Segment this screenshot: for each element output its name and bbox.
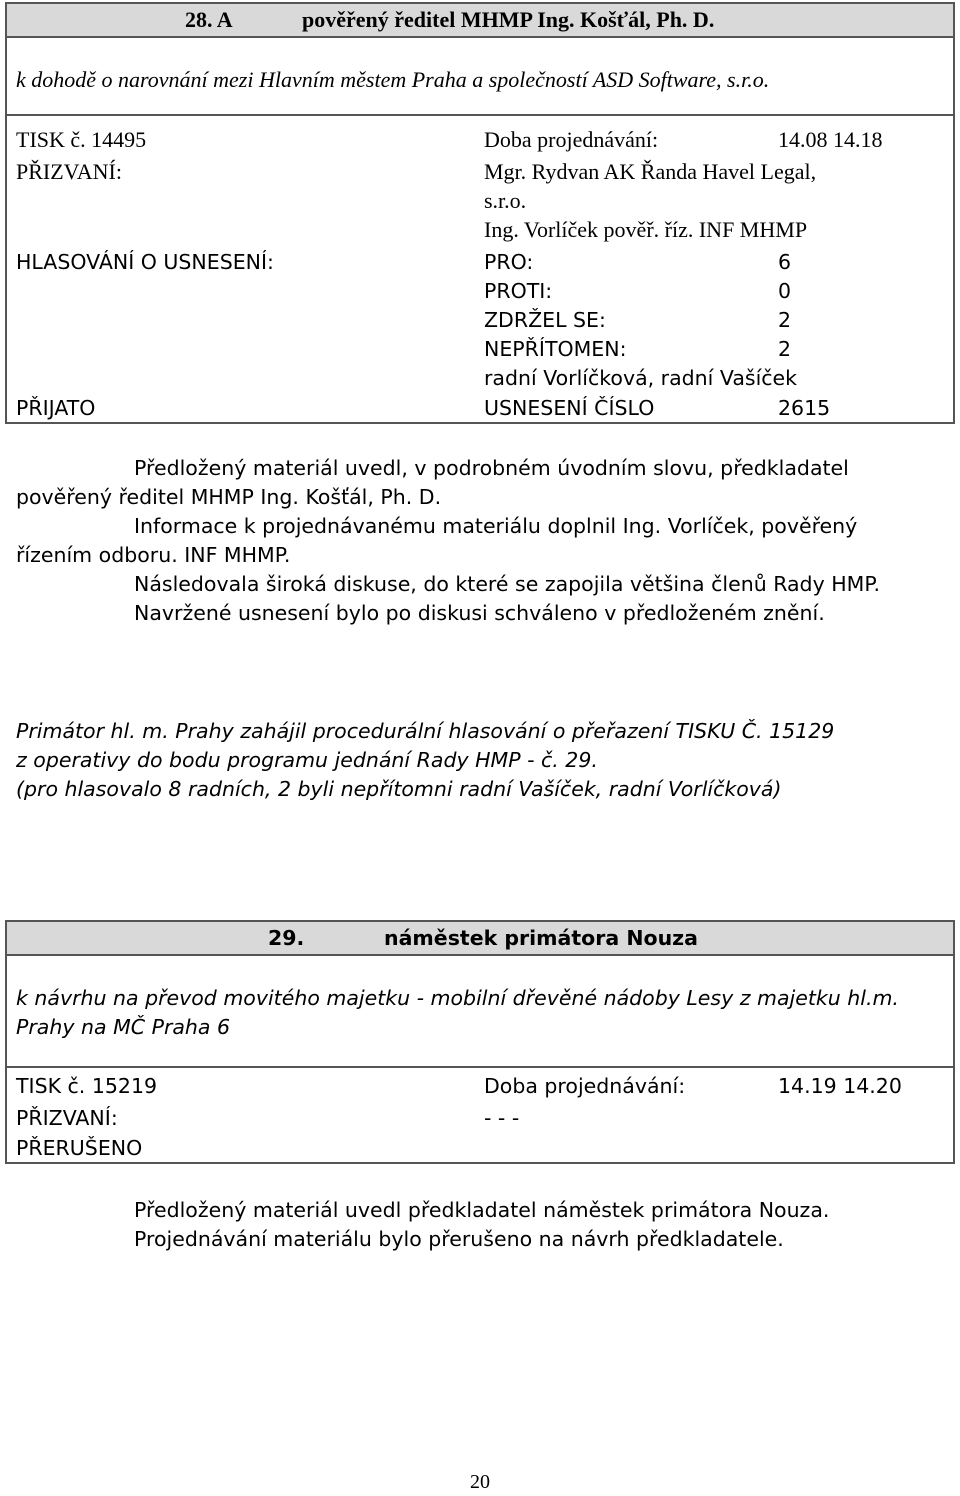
item-number: 28. A	[185, 7, 233, 32]
doba-label: Doba projednávání:	[484, 127, 659, 152]
body-line: pověřený ředitel MHMP Ing. Košťál, Ph. D.	[16, 485, 442, 509]
usneseni-label: USNESENÍ ČÍSLO	[484, 396, 655, 420]
divider	[5, 1066, 955, 1068]
body-line: Následovala široká diskuse, do které se zapojila většina členů Rady HMP.	[134, 572, 881, 596]
vote-value: 2	[778, 308, 792, 332]
body-line: Navržené usnesení bylo po diskusi schváleno v předloženém znění.	[134, 601, 825, 625]
prizvani-value: - - -	[484, 1106, 520, 1130]
item-subject: k dohodě o narovnání mezi Hlavním městem Praha a společností ASD Software, s.r.o.	[16, 67, 770, 92]
doba-value: 14.08 14.18	[778, 127, 883, 152]
divider	[5, 36, 955, 38]
tisk-label: TISK č. 15219	[16, 1074, 158, 1098]
vote-label: PRO:	[484, 250, 534, 274]
item-subject: k návrhu na převod movitého majetku - mobilní dřevěné nádoby Lesy z majetku hl.m.	[16, 986, 899, 1010]
divider	[5, 114, 955, 116]
page-number: 20	[470, 1471, 490, 1493]
prizvani-guest-1: Mgr. Rydvan AK Řanda Havel Legal,	[484, 159, 817, 184]
item-presenter: pověřený ředitel MHMP Ing. Košťál, Ph. D.	[302, 7, 715, 32]
body-line: Předložený materiál uvedl předkladatel náměstek primátora Nouza.	[134, 1198, 830, 1222]
doba-label: Doba projednávání:	[484, 1074, 686, 1098]
body-line: Informace k projednávanému materiálu doplnil Ing. Vorlíček, pověřený	[134, 514, 858, 538]
vote-label: PROTI:	[484, 279, 553, 303]
prizvani-guest-1-cont: s.r.o.	[484, 188, 527, 213]
prizvani-label: PŘIZVANÍ:	[16, 159, 122, 184]
hlasovani-label: HLASOVÁNÍ O USNESENÍ:	[16, 250, 274, 274]
tisk-label: TISK č. 14495	[16, 127, 147, 152]
vote-value: 2	[778, 337, 792, 361]
usneseni-number: 2615	[778, 396, 831, 420]
prizvani-label: PŘIZVANÍ:	[16, 1106, 118, 1130]
item-subject: Prahy na MČ Praha 6	[16, 1015, 231, 1039]
absent-names: radní Vorlíčková, radní Vašíček	[484, 366, 798, 390]
doba-value: 14.19 14.20	[778, 1074, 902, 1098]
prizvani-guest-2: Ing. Vorlíček pověř. říz. INF MHMP	[484, 217, 808, 242]
vote-value: 0	[778, 279, 792, 303]
body-line: Projednávání materiálu bylo přerušeno na návrh předkladatele.	[134, 1227, 784, 1251]
item-29-box	[5, 920, 955, 1164]
result-label: PŘIJATO	[16, 396, 96, 420]
note-line: (pro hlasovalo 8 radních, 2 byli nepřítomni radní Vašíček, radní Vorlíčková)	[16, 777, 782, 801]
item-number: 29.	[268, 926, 305, 950]
item-presenter: náměstek primátora Nouza	[384, 926, 698, 950]
vote-label: NEPŘÍTOMEN:	[484, 337, 627, 361]
note-line: z operativy do bodu programu jednání Rady HMP - č. 29.	[16, 748, 598, 772]
body-line: řízením odboru. INF MHMP.	[16, 543, 291, 567]
vote-value: 6	[778, 250, 792, 274]
body-line: Předložený materiál uvedl, v podrobném úvodním slovu, předkladatel	[134, 456, 849, 480]
note-line: Primátor hl. m. Prahy zahájil procedurální hlasování o přeřazení TISKU Č. 15129	[16, 719, 835, 743]
vote-label: ZDRŽEL SE:	[484, 308, 606, 332]
result-label: PŘERUŠENO	[16, 1136, 143, 1160]
divider	[5, 954, 955, 956]
